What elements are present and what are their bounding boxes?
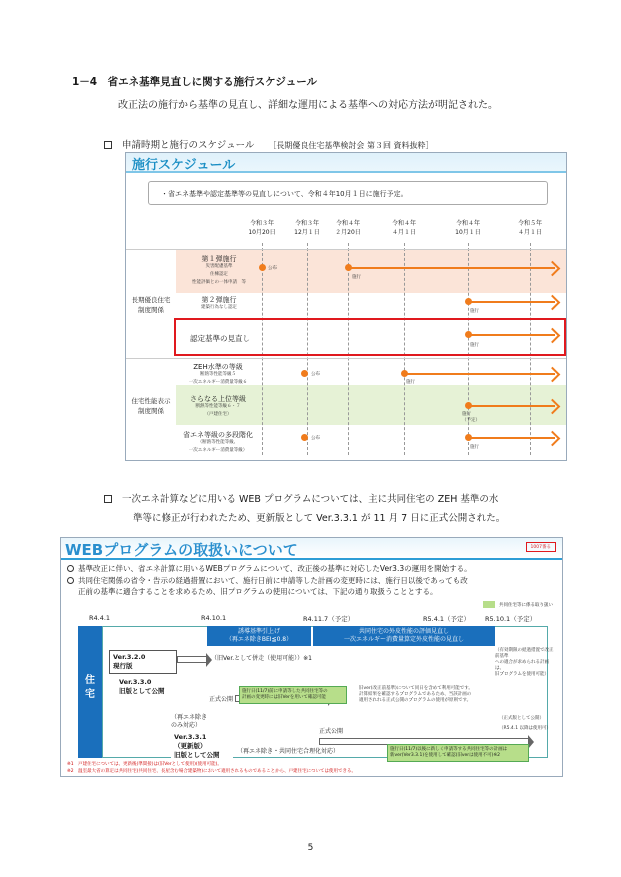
version-note: （再エネ除き のみ対応） [171, 714, 208, 729]
circle-text: 共同住宅関係の省令・告示の経過措置において、施行日前に申請等した計画の変更時には、施行日以後であっても改 [78, 576, 468, 585]
milestone-dot [259, 264, 266, 271]
bullet-text: 申請時期と施行のスケジュール [122, 140, 255, 151]
phase-header: 共同住宅の外皮性能の評価見直し 一次エネルギー消費量算定外皮性能の見直し [313, 626, 495, 646]
date-label: 令和４年 ２月20日 [335, 220, 361, 236]
timeline-date: R4.10.1 [201, 614, 227, 622]
row-main-label: さらなる上位等級 [190, 395, 246, 403]
section-intro: 改正法の施行から基準の見直し、詳細な運用による基準への対応方法が明記された。 [118, 100, 498, 111]
timeline-date: R5.10.1（予定） [485, 615, 537, 623]
bullet-schedule [104, 137, 434, 151]
group-label-performance: 住宅性能表示 制度関係 [131, 397, 171, 415]
milestone-label: 公布 [311, 372, 320, 377]
panel-title: WEBプログラムの取扱いについて [65, 541, 298, 559]
timeline-arrow [470, 437, 555, 439]
row-sub-label: （断熱等性能等級、 一次エネルギー消費量等級） [188, 440, 248, 453]
page-tag: 1007番る [526, 542, 556, 552]
timeline-date: R4.11.7（予定） [303, 615, 355, 623]
housing-side-label: 住 宅 [78, 626, 102, 758]
timeline-arrow [470, 334, 555, 336]
milestone-label: 施行 [470, 343, 479, 348]
bullet-continuation: 準等に修正が行われたため、更新版として Ver.3.3.1 が 11 月 7 日に正式公開された。 [133, 513, 506, 524]
milestone-label: 公布 [268, 266, 277, 271]
checkbox-square-icon [104, 141, 112, 149]
footnote: ※2 温室最大省の算定は共同住宅(共同住宅、長屋含む場合建築物)において適用されるものであることから、戸建住宅については使用できる。 [67, 769, 357, 774]
right-note: （R5.4.1 以降は使用可） [499, 726, 552, 731]
version-note: （再エネ除き・共同住宅合理化対応） [237, 748, 340, 755]
milestone-label: 施行 [352, 275, 361, 280]
panel-title-bar [126, 153, 566, 173]
circle-bullet-icon [67, 565, 74, 572]
web-program-panel [60, 537, 563, 777]
version-bar [177, 656, 207, 663]
checkbox-square-icon [104, 495, 112, 503]
middle-note: 旧ver(改正前基準)について同日を含めて利用可能です。 計算結果を確認するプログラムであるため、当該計画の 適用されれる正式公開のプログラムの使用が原則です。 [359, 686, 473, 703]
row-divider [126, 358, 567, 359]
row-main-label: ZEH水準の等級 [193, 363, 243, 371]
date-label: 令和３年 10月20日 [248, 220, 276, 236]
circle-text-cont: 正前の基準に適合することを求めるため、旧プログラムの使用については、下記の通り取扱うこととする。 [78, 587, 438, 596]
legend-swatch [483, 601, 495, 608]
source-note: ［長期優良住宅基準検討会 第３回 資料抜粋］ [268, 141, 434, 150]
milestone-label: 施行 [470, 445, 479, 450]
version-box-331: Ver.3.3.1 （更新版） 旧版として公開 [171, 731, 233, 762]
panel-title: 施行スケジュール [132, 158, 236, 173]
row-sub-label: 断熱等性能等級５ 一次エネルギー消費量等級６ [188, 372, 248, 385]
row-sub-label: 災害配慮基準 住棟認定 性能評価との一体申請 等 [192, 264, 246, 285]
group-label-long-life: 長期優良住宅 制度関係 [131, 296, 171, 314]
bullet-web-program [104, 491, 498, 505]
footnote: ※1 戸建住宅については、更新後(準間接)は(旧Verとして使用)(使用可能)。 [67, 762, 222, 767]
timeline-arrow [470, 301, 555, 303]
panel-title-bar [61, 538, 562, 560]
row-divider [126, 249, 567, 250]
timeline-arrow [350, 267, 555, 269]
row-main-label: 省エネ等級の多段階化 [183, 431, 253, 439]
milestone-dot [301, 434, 308, 441]
date-label: 令和４年 10月１日 [455, 220, 481, 236]
callout-pre-application: 施行日(11/7)前に申請等した共同住宅等の 計画の変更時には旧Verを用いて確認可能 [239, 686, 347, 704]
date-label: 令和４年 ４月１日 [391, 220, 416, 236]
row-zeh [178, 363, 258, 387]
version-box-320: Ver.3.2.0 現行版 [109, 650, 177, 674]
release-label: 正式公開 [319, 728, 344, 735]
circle-item [67, 564, 472, 574]
circle-text: 基準改正に伴い、省エネ計算に用いるWEBプログラムについて、改正後の基準に対応したVer3.3の運用を開始する。 [78, 564, 472, 573]
milestone-label: 公布 [311, 436, 320, 441]
row-upper-grades [178, 395, 258, 419]
row-main-label: 第１弾施行 [201, 255, 237, 263]
phase-header: 誘導基準引上げ （再エネ除きBEI≦0.8） [207, 626, 311, 646]
row-main-label: 認定基準の見直し [190, 334, 250, 343]
right-note: （正式版として公開） [499, 716, 544, 721]
legend-label: 共同住宅等に係る取り扱い [499, 603, 553, 608]
version-note: （旧Ver.として併走（使用可能））※1 [211, 655, 312, 662]
milestone-label: （予定） [462, 418, 480, 423]
highlight-box-criteria-review [174, 318, 566, 356]
row-multi-grade [178, 431, 258, 455]
timeline-date: R5.4.1（予定） [423, 615, 471, 623]
date-label: 令和５年 ４月１日 [517, 220, 542, 236]
row-main-label: 第２弾施行 [201, 296, 237, 304]
callout-new-application: 施行日(11/7)以後に新しく申請等する共同住宅等の計画は 新ver(Ver3.3.1)を使用して確認(旧verは使用不可)※2 [387, 744, 529, 762]
row-sub-label: 断熱等性能等級６・７ （戸建住宅） [195, 404, 241, 417]
row-phase2 [184, 296, 254, 312]
release-label: 正式公開 [209, 696, 234, 703]
version-box-330: Ver.3.3.0 旧版として公開 [116, 676, 178, 698]
milestone-label: 施行 [462, 412, 471, 417]
section-heading: 1－4 省エネ基準見直しに関する施行スケジュール [72, 76, 317, 88]
timeline-arrow [406, 373, 555, 375]
milestone-label: 施行 [470, 309, 479, 314]
timeline-date: R4.4.1 [89, 614, 111, 622]
circle-bullet-icon [67, 577, 74, 584]
row-sub-label: 建築行為なし認定 [201, 305, 237, 310]
milestone-label: 施行 [406, 380, 415, 385]
page-number: 5 [307, 843, 314, 853]
milestone-dot [301, 370, 308, 377]
schedule-panel [125, 152, 567, 461]
row-phase1 [184, 255, 254, 287]
circle-item [67, 576, 468, 586]
date-label: 令和３年 12月１日 [294, 220, 320, 236]
right-note: （有効期限の経過措置で改正前基準 への適合が求められる計画は、 旧プログラムを使用可能） [495, 648, 554, 677]
notice-box: ・省エネ基準や認定基準等の見直しについて、令和４年10月１日に施行予定。 [148, 181, 548, 205]
bullet-text: 一次エネ計算などに用いる WEB プログラムについては、主に共同住宅の ZEH 基準の水 [122, 494, 499, 505]
timeline-arrow [470, 405, 555, 407]
